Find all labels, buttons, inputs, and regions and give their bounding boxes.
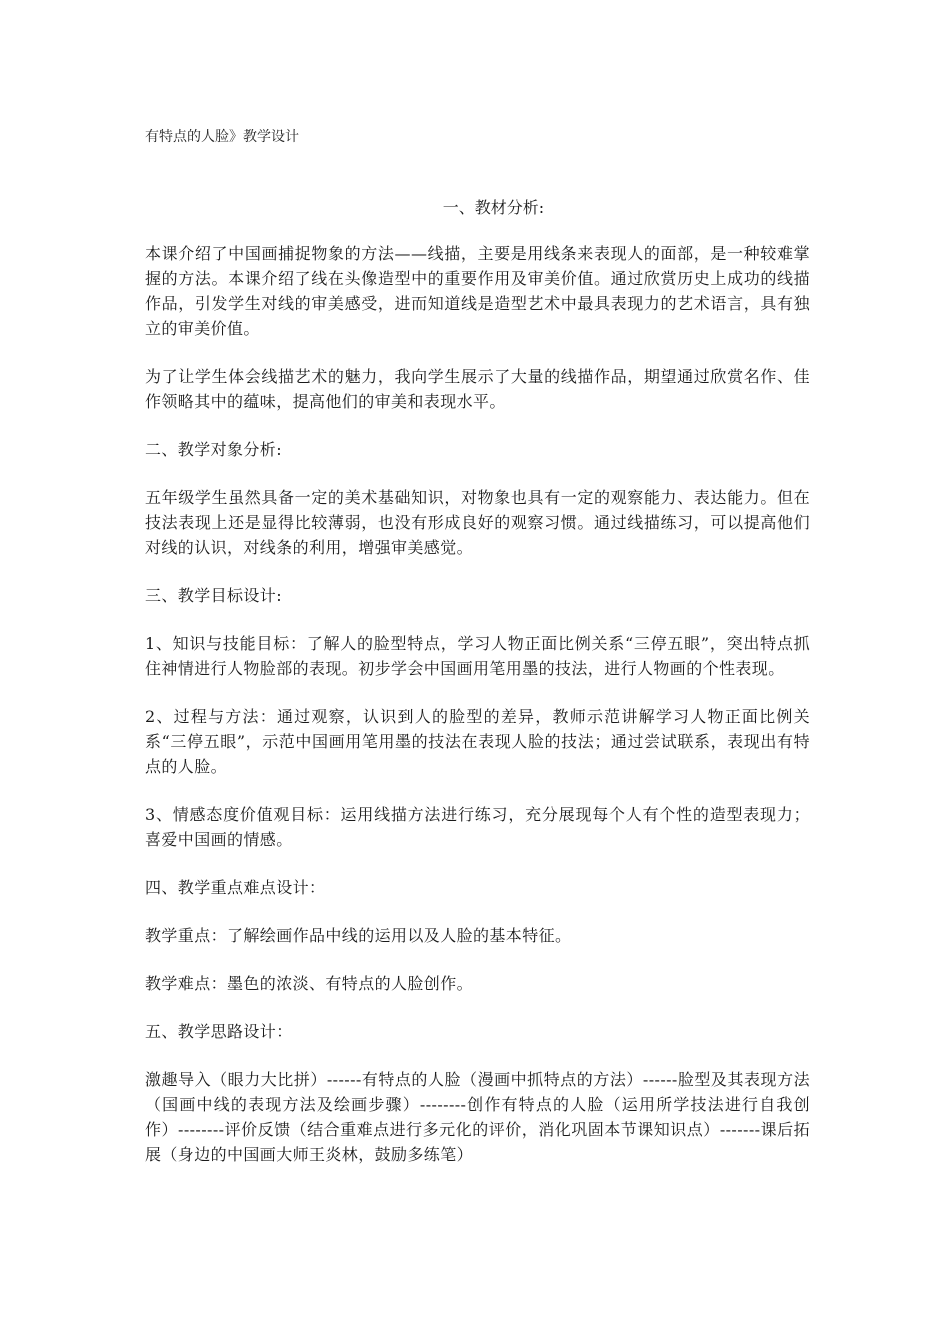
paragraph-objective-2: 2、过程与方法：通过观察，认识到人的脸型的差异，教师示范讲解学习人物正面比例关系“三停五眼”，示范中国画用笔用墨的技法在表现人脸的技法；通过尝试联系，表现出有特点的人脸。 [145,707,810,776]
section-heading-key-points: 四、教学重点难点设计： [145,878,326,897]
paragraph-objective-1: 1、知识与技能目标：了解人的脸型特点，学习人物正面比例关系“三停五眼”，突出特点抓住神情进行人物脸部的表现。初步学会中国画用笔用墨的技法，进行人物画的个性表现。 [145,634,810,678]
section-heading-students: 二、教学对象分析: [145,440,282,459]
section-heading-materials: 一、教材分析: [442,198,545,217]
document-title: 有特点的人脸》教学设计 [145,129,299,145]
paragraph-materials-1: 本课介绍了中国画捕捉物象的方法——线描，主要是用线条来表现人的面部，是一种较难掌握的方法。本课介绍了线在头像造型中的重要作用及审美价值。通过欣赏历史上成功的线描作品，引发学生对线的审美感受，进而知道线是造型艺术中最具表现力的艺术语言，具有独立的审美价值。 [145,244,810,338]
paragraph-difficulty: 教学难点：墨色的浓淡、有特点的人脸创作。 [145,974,474,993]
section-heading-approach: 五、教学思路设计： [145,1022,293,1041]
paragraph-materials-2: 为了让学生体会线描艺术的魅力，我向学生展示了大量的线描作品，期望通过欣赏名作、佳作领略其中的蕴味，提高他们的审美和表现水平。 [145,367,810,411]
paragraph-key-point: 教学重点：了解绘画作品中线的运用以及人脸的基本特征。 [145,926,572,945]
section-heading-objectives: 三、教学目标设计: [145,586,282,605]
paragraph-objective-3: 3、情感态度价值观目标：运用线描方法进行练习，充分展现每个人有个性的造型表现力；喜爱中国画的情感。 [145,805,810,849]
paragraph-approach: 激趣导入（眼力大比拼）------有特点的人脸（漫画中抓特点的方法）------脸型及其表现方法（国画中线的表现方法及绘画步骤）--------创作有特点的人脸（运用所学技法进行自我创作）--------评价反馈（结合重难点进行多元化的评价，消化巩固本节课知识点）-------课后拓展（身边的中国画大师王炎林，鼓励多练笔） [145,1070,810,1164]
paragraph-students-1: 五年级学生虽然具备一定的美术基础知识，对物象也具有一定的观察能力、表达能力。但在技法表现上还是显得比较薄弱，也没有形成良好的观察习惯。通过线描练习，可以提高他们对线的认识，对线条的利用，增强审美感觉。 [145,488,810,557]
document-body [145,196,810,1190]
